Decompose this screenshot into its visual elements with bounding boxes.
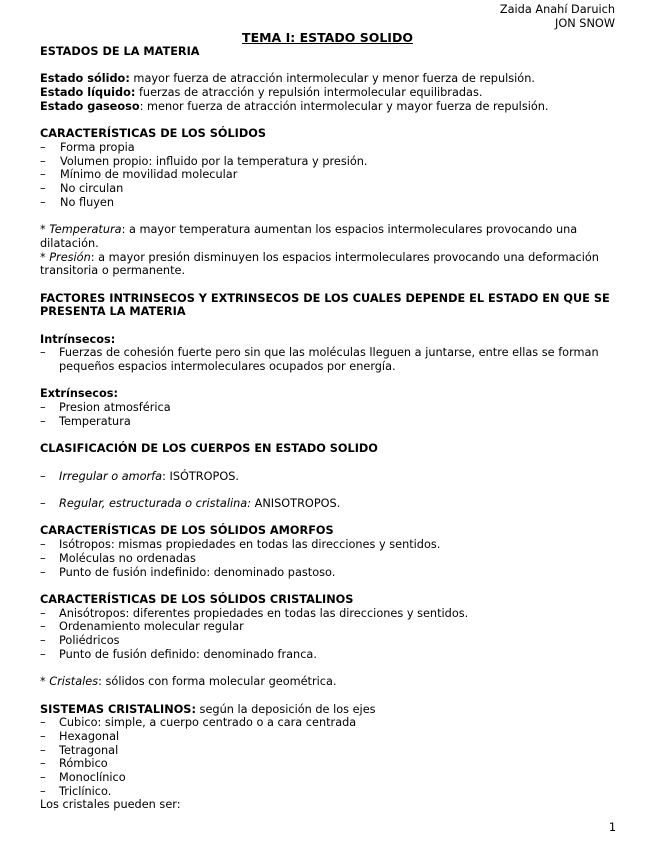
list-item: – Poliédricos: [40, 634, 120, 648]
list-item: – No circulan: [40, 182, 124, 195]
list-item: – Forma propia: [40, 140, 135, 154]
section-heading-caract-solidos: CARACTERÍSTICAS DE LOS SÓLIDOS: [40, 127, 266, 141]
list-item: – No fluyen: [40, 195, 115, 209]
list-item: – Volumen propio: influido por la temperatura y presión.: [40, 154, 368, 168]
estado-solido-text: mayor fuerza de atracción intermolecular y menor fuerza de repulsión.: [129, 72, 535, 86]
subheading-intrinsecos: Intrínsecos:: [40, 332, 116, 346]
note-temperatura: * Temperatura: a mayor temperatura aumentan los espacios intermoleculares provocando una dilatación.: [40, 223, 578, 250]
list-item: – Mínimo de movilidad molecular: [40, 168, 238, 182]
sistemas-heading-line: [40, 703, 620, 717]
list-item: – Monoclínico: [40, 771, 126, 785]
estado-gaseoso-text: : menor fuerza de atracción intermolecular y mayor fuerza de repulsión.: [139, 99, 549, 113]
list-item: – Punto de fusión indefinido: denominado pastoso.: [40, 565, 336, 579]
list-item: – Anisótropos: diferentes propiedades en todas las direcciones y sentidos.: [40, 606, 469, 620]
list-item: – Regular, estructurada o cristalina: ANISOTROPOS.: [40, 497, 341, 511]
section-heading-factores: FACTORES INTRINSECOS Y EXTRINSECOS DE LOS CUALES DEPENDE EL ESTADO EN QUE SE PRESENTA LA MATERIA: [40, 291, 610, 319]
list-item: – Isótropos: mismas propiedades en todas las direcciones y sentidos.: [40, 538, 441, 552]
note-presion: * Presión: a mayor presión disminuyen los espacios intermoleculares provocando una deformación transitoria o permanente.: [40, 250, 599, 278]
list-item: – Fuerzas de cohesión fuerte pero sin que las moléculas lleguen a juntarse, entre ellas se forman pequeños espacios intermoleculares ocupados por energía.: [40, 346, 599, 374]
note-cristales-label: Cristales: [49, 675, 99, 689]
section-heading-amorfos: CARACTERÍSTICAS DE LOS SÓLIDOS AMORFOS: [40, 524, 334, 538]
list-item: – Punto de fusión definido: denominado franca.: [40, 647, 317, 661]
author-name: Zaida Anahí Daruich: [499, 3, 615, 16]
list-item: – Moléculas no ordenadas: [40, 551, 196, 565]
list-item: – Cubico: simple, a cuerpo centrado o a cara centrada: [40, 716, 357, 730]
note-cristales: * Cristales: sólidos con forma molecular geométrica.: [40, 675, 337, 689]
estado-liquido-label: Estado líquido:: [40, 86, 136, 100]
list-item: – Tetragonal: [40, 743, 119, 757]
document-body: [40, 45, 620, 812]
page-number: 1: [608, 821, 616, 835]
note-presion-text: : a mayor presión disminuyen los espacios intermoleculares provocando una deformación transitoria o permanente.: [40, 250, 599, 278]
estado-gaseoso-line: [40, 100, 620, 114]
note-temperatura-text: : a mayor temperatura aumentan los espacios intermoleculares provocando una dilatación.: [40, 223, 578, 250]
list-item: – Temperatura: [40, 414, 131, 428]
section-heading-clasificacion: CLASIFICACIÓN DE LOS CUERPOS EN ESTADO SOLIDO: [40, 442, 378, 456]
sistemas-heading-text: según la deposición de los ejes: [195, 702, 376, 716]
section-heading-estados: ESTADOS DE LA MATERIA: [40, 45, 200, 58]
note-temperatura-label: Temperatura: [49, 223, 122, 237]
note-cristales-text: : sólidos con forma molecular geométrica.: [98, 675, 337, 689]
author-alias: JON SNOW: [555, 17, 615, 30]
estado-liquido-line: [40, 86, 620, 100]
section-heading-sistemas: SISTEMAS CRISTALINOS:: [40, 702, 196, 716]
estado-solido-label: Estado sólido:: [40, 72, 130, 86]
section-heading-cristalinos: CARACTERÍSTICAS DE LOS SÓLIDOS CRISTALINOS: [40, 592, 354, 606]
list-item: – Presion atmosférica: [40, 401, 171, 415]
estado-gaseoso-label: Estado gaseoso: [40, 99, 140, 113]
estado-solido-line: [40, 72, 620, 86]
list-item: – Ordenamiento molecular regular: [40, 620, 244, 634]
estado-liquido-text: fuerzas de atracción y repulsión intermolecular equilibradas.: [135, 86, 483, 100]
cristales-footer-line: Los cristales pueden ser:: [40, 798, 181, 812]
list-item: – Irregular o amorfa: ISÓTROPOS.: [40, 469, 239, 483]
list-item: – Rómbico: [40, 757, 108, 771]
note-presion-label: Presión: [49, 250, 91, 264]
list-item: – Triclínico.: [40, 784, 112, 798]
list-item: – Hexagonal: [40, 729, 120, 743]
subheading-extrinsecos: Extrínsecos:: [40, 387, 118, 401]
document-title: TEMA I: ESTADO SOLIDO: [242, 30, 413, 45]
